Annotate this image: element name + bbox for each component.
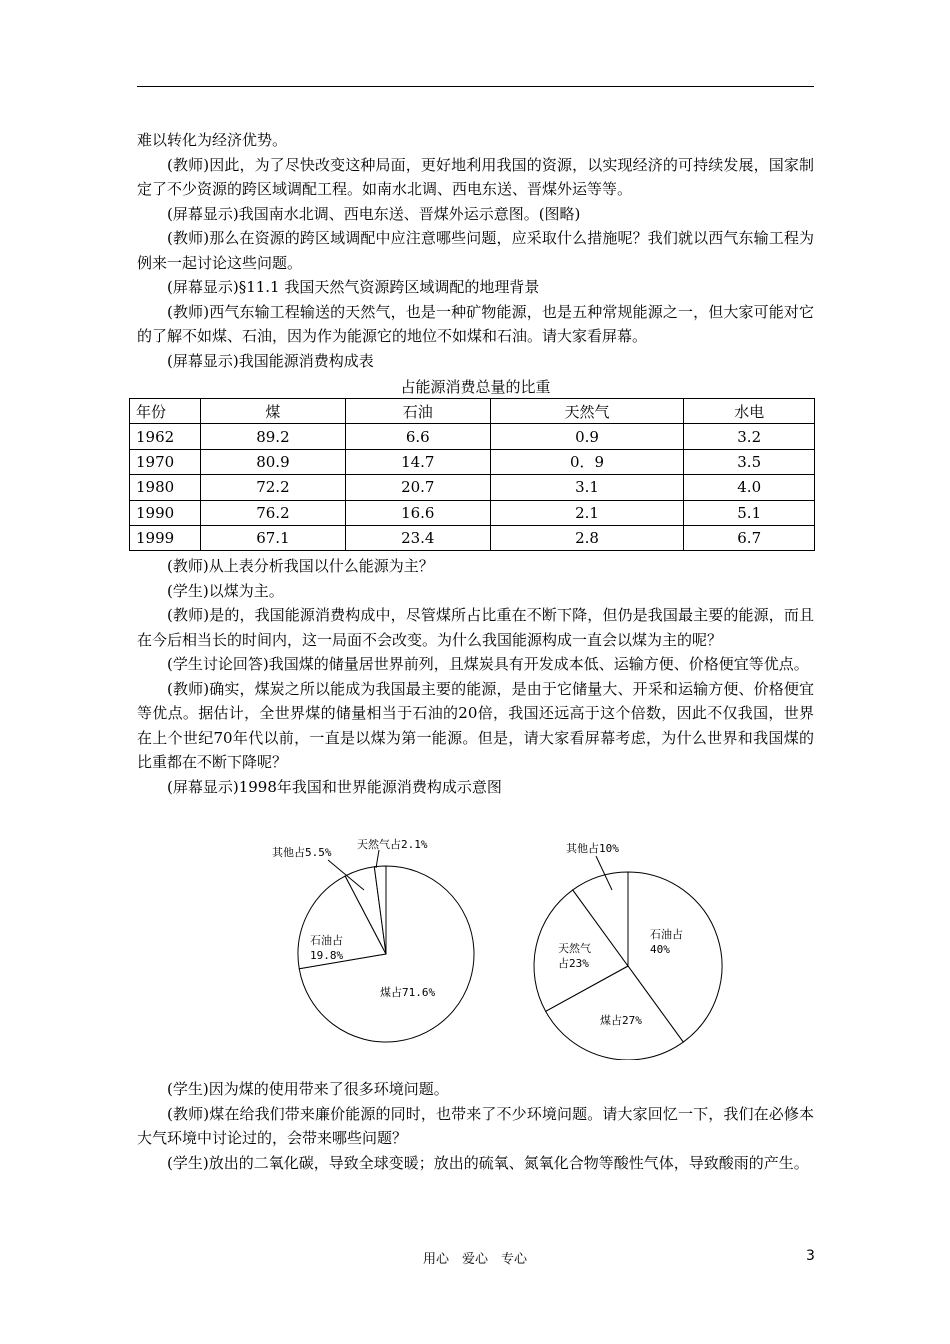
label-leader-line	[376, 850, 379, 868]
pie-slice-label: 石油占 19.8%	[310, 934, 344, 962]
body-text-bottom	[137, 1077, 814, 1175]
table-cell: 2.1	[490, 500, 684, 525]
paragraph: 难以转化为经济优势。	[137, 131, 288, 149]
table-cell: 1962	[130, 424, 201, 449]
pie-slice-label: 石油占 40%	[650, 928, 683, 956]
paragraph: (教师)西气东输工程输送的天然气，也是一种矿物能源，也是五种常规能源之一，但大家可能对它的了解不如煤、石油，因为作为能源它的地位不如煤和石油。请大家看屏幕。	[137, 302, 814, 345]
table-cell: 76.2	[201, 500, 346, 525]
pie-slice-label: 煤占27%	[600, 1014, 642, 1027]
paragraph: (学生讨论回答)我国煤的储量居世界前列，且煤炭具有开发成本低、运输方便、价格便宜等优点。	[167, 655, 809, 673]
table-header-row	[130, 399, 815, 424]
table-cell: 16.6	[345, 500, 490, 525]
paragraph: (屏幕显示)我国南水北调、西电东送、晋煤外运示意图。(图略)	[167, 204, 581, 223]
table-cell: 1980	[130, 475, 201, 500]
table-cell: 72.2	[201, 475, 346, 500]
table-cell: 0.9	[490, 424, 684, 449]
table-header-cell: 石油	[345, 399, 490, 424]
paragraph: (教师)煤在给我们带来廉价能源的同时，也带来了不少环境问题。请大家回忆一下，我们在必修本大气环境中讨论过的，会带来哪些问题？	[137, 1104, 814, 1147]
pie-slice-label: 其他占10%	[566, 842, 619, 855]
table-row	[130, 475, 815, 500]
paragraph: (学生)以煤为主。	[167, 581, 284, 600]
footer-motto: 用心 爱心 专心	[422, 1252, 527, 1267]
table-cell: 1970	[130, 449, 201, 474]
pie-slice-label: 天然气占23%	[558, 942, 591, 970]
table-cell: 1990	[130, 500, 201, 525]
paragraph: (教师)因此，为了尽快改变这种局面，更好地利用我国的资源，以实现经济的可持续发展，国家制定了不少资源的跨区域调配工程。如南水北调、西电东送、晋煤外运等等。	[137, 155, 814, 198]
paragraph: (屏幕显示)§11.1 我国天然气资源跨区域调配的地理背景	[167, 278, 540, 296]
pie-slice-label: 其他占5.5%	[272, 846, 332, 859]
pie-chart-world	[534, 841, 722, 1060]
table-row	[130, 424, 815, 449]
table-cell: 80.9	[201, 449, 346, 474]
table-cell: 0．9	[490, 449, 684, 474]
paragraph: (学生)因为煤的使用带来了很多环境问题。	[167, 1080, 449, 1098]
energy-consumption-table	[129, 398, 815, 551]
table-header-cell: 年份	[130, 399, 201, 424]
paragraph: (屏幕显示)我国能源消费构成表	[167, 351, 374, 370]
table-cell: 3.2	[684, 424, 815, 449]
paragraph: (教师)从上表分析我国以什么能源为主？	[167, 557, 434, 575]
table-row	[130, 449, 815, 474]
table-cell: 67.1	[201, 525, 346, 550]
paragraph: (教师)是的，我国能源消费构成中，尽管煤所占比重在不断下降，但仍是我国最主要的能源，而且在今后相当长的时间内，这一局面不会改变。为什么我国能源构成一直会以煤为主的呢？	[137, 606, 814, 649]
paragraph: (屏幕显示)1998年我国和世界能源消费构成示意图	[167, 777, 502, 796]
table-cell: 2.8	[490, 525, 684, 550]
table-cell: 6.6	[345, 424, 490, 449]
table-header-cell: 天然气	[490, 399, 684, 424]
paragraph: (教师)确实，煤炭之所以能成为我国最主要的能源，是由于它储量大、开采和运输方便、价格便宜等优点。据估计，全世界煤的储量相当于石油的20倍，我国还远高于这个倍数，因此不仅我国，世界在上个世纪70年代以前，一直是以煤为第一能源。但是，请大家看屏幕考虑，为什么世界和我国煤的比重都在不断下降呢？	[137, 679, 814, 771]
paragraph: (学生)放出的二氧化碳，导致全球变暖；放出的硫氧、氮氧化合物等酸性气体，导致酸雨的产生。	[167, 1153, 809, 1172]
body-text-top	[137, 128, 814, 373]
page-number: 3	[806, 1248, 815, 1264]
table-cell: 23.4	[345, 525, 490, 550]
table-cell: 3.5	[684, 449, 815, 474]
table-header-cell: 煤	[201, 399, 346, 424]
table-cell: 20.7	[345, 475, 490, 500]
table-cell: 4.0	[684, 475, 815, 500]
pie-slice-label: 天然气占2.1%	[357, 838, 428, 851]
pie-slice-label: 煤占71.6%	[380, 986, 436, 999]
paragraph: (教师)那么在资源的跨区域调配中应注意哪些问题，应采取什么措施呢？我们就以西气东输工程为例来一起讨论这些问题。	[137, 229, 814, 272]
table-caption: 占能源消费总量的比重	[400, 378, 551, 396]
header-rule	[137, 86, 814, 87]
table-cell: 3.1	[490, 475, 684, 500]
table-cell: 14.7	[345, 449, 490, 474]
table-header-cell: 水电	[684, 399, 815, 424]
table-cell: 5.1	[684, 500, 815, 525]
table-cell: 1999	[130, 525, 201, 550]
energy-pie-charts	[260, 830, 740, 1060]
table-cell: 89.2	[201, 424, 346, 449]
table-row	[130, 525, 815, 550]
table-cell: 6.7	[684, 525, 815, 550]
body-text-middle	[137, 554, 814, 799]
table-row	[130, 500, 815, 525]
pie-chart-china	[272, 837, 474, 1042]
